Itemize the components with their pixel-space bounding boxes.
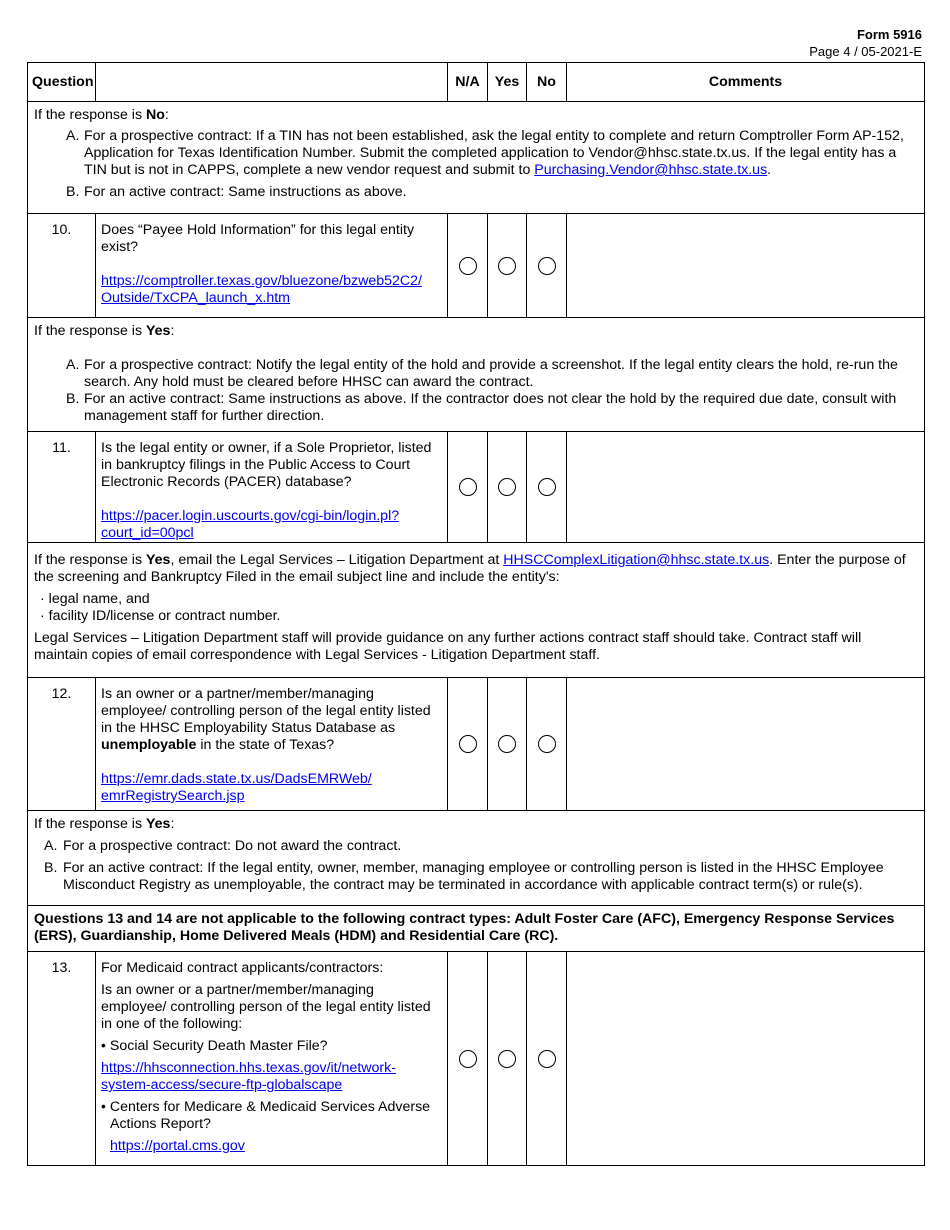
- emr-registry-link[interactable]: https://emr.dads.state.tx.us/DadsEMRWeb/ emrRegistrySearch.jsp: [101, 771, 372, 804]
- notice-text: Questions 13 and 14 are not applicable to the following contract types: Adult Foster Care (AFC), Emergency Response Services (ERS), Guardianship, Home Delivered Meals (HDM) and Residential Care (RC).: [34, 911, 895, 944]
- question-number: 11.: [28, 432, 96, 543]
- instruction-item-a: A. For a prospective contract: Notify the legal entity of the hold and provide a screenshot. If the legal entity clears the hold, re-run the search. Any hold must be cleared before HHSC can award the contract.: [66, 357, 898, 390]
- instruction-row-q12: [28, 811, 925, 906]
- questionnaire-table: [27, 62, 925, 1166]
- na-column-header: N/A: [448, 63, 488, 102]
- text-column-header: [96, 63, 448, 102]
- question-column-header: Question: [28, 63, 96, 102]
- instruction-intro: If the response is No:: [34, 107, 169, 123]
- question-text: For Medicaid contract applicants/contractors: Is an owner or a partner/member/managing employee/ controlling person of the legal entity listed in one of the following: • Social Security Death Master File? https://hhsconnection.hhs.texas.gov/it/network-system-access/secure-ftp-globalscape • Centers for Medicare & Medicaid Services Adverse Actions Report? https://portal.cms.gov: [96, 952, 448, 1166]
- list-item: · facility ID/license or contract number.: [40, 608, 281, 624]
- question-text: Is an owner or a partner/member/managing employee/ controlling person of the legal entity listed in the HHSC Employability Status Database as unemployable in the state of Texas? https://emr.dads.state.tx.us/DadsEMRWeb/ emrRegistrySearch.jsp: [96, 678, 448, 811]
- yes-column-header: Yes: [488, 63, 527, 102]
- instruction-row-q10: [28, 318, 925, 432]
- q12-comments-field[interactable]: [567, 678, 925, 811]
- q10-no-radio[interactable]: [538, 257, 556, 275]
- cms-portal-link[interactable]: https://portal.cms.gov: [110, 1138, 245, 1154]
- instruction-row-no: [28, 102, 925, 214]
- question-row-13: [28, 952, 925, 1166]
- q10-comments-field[interactable]: [567, 214, 925, 318]
- q10-na-radio[interactable]: [459, 257, 477, 275]
- q11-comments-field[interactable]: [567, 432, 925, 543]
- instruction-item-a: A. For a prospective contract: Do not award the contract.: [44, 838, 402, 854]
- question-row-11: [28, 432, 925, 543]
- form-number: Form 5916: [856, 27, 922, 42]
- question-number: 12.: [28, 678, 96, 811]
- list-item: · legal name, and: [40, 591, 150, 607]
- q10-yes-radio[interactable]: [498, 257, 516, 275]
- instruction-row-q11: [28, 543, 925, 678]
- q11-no-radio[interactable]: [538, 478, 556, 496]
- instruction-intro: If the response is Yes:: [34, 323, 175, 339]
- pacer-link[interactable]: https://pacer.login.uscourts.gov/cgi-bin/login.pl? court_id=00pcl: [101, 508, 400, 541]
- question-number: 10.: [28, 214, 96, 318]
- question-text: Does “Payee Hold Information” for this legal entity exist? https://comptroller.texas.gov/bluezone/bzweb52C2/ Outside/TxCPA_launch_x.htm: [96, 214, 448, 318]
- table-header-row: [28, 63, 925, 102]
- question-text: Is the legal entity or owner, if a Sole Proprietor, listed in bankruptcy filings in the Public Access to Court Electronic Records (PACER) database? https://pacer.login.uscourts.gov/cgi-bin/login.pl? court_id=00pcl: [96, 432, 448, 543]
- instruction-intro: If the response is Yes:: [34, 816, 175, 832]
- q13-no-radio[interactable]: [538, 1050, 556, 1068]
- instruction-item-a: A. For a prospective contract: If a TIN has not been established, ask the legal entity to complete and return Comptroller Form AP-152, Application for Texas Identification Number. Submit the completed application to Vendor@hhsc.state.tx.us. If the legal entity has a TIN but is not in CAPPS, complete a new vendor request and submit to Purchasing.Vendor@hhsc.state.tx.us.: [66, 128, 904, 178]
- instruction-item-b: B. For an active contract: Same instructions as above. If the contractor does not clear the hold by the required due date, consult with management staff for further direction.: [66, 391, 897, 424]
- instruction-item-b: B. For an active contract: If the legal entity, owner, member, managing employee or controlling person is listed in the HHSC Employee Misconduct Registry as unemployable, the contract may be terminated in accordance with applicable contract term(s) or rule(s).: [44, 860, 884, 893]
- page-info: Page 4 / 05-2021-E: [809, 44, 922, 59]
- q12-yes-radio[interactable]: [498, 735, 516, 753]
- notice-row: [28, 906, 925, 952]
- no-column-header: No: [527, 63, 567, 102]
- question-row-12: [28, 678, 925, 811]
- instruction-paragraph: Legal Services – Litigation Department staff will provide guidance on any further actions contract staff should take. Contract staff will maintain copies of email correspondence with Legal Services - Litigation Department staff.: [34, 630, 862, 663]
- comments-column-header: Comments: [567, 63, 925, 102]
- q13-comments-field[interactable]: [567, 952, 925, 1166]
- instruction-intro: If the response is Yes, email the Legal Services – Litigation Department at HHSCComplexLitigation@hhsc.state.tx.us. Enter the purpose of the screening and Bankruptcy Filed in the email subject line and include the entity's:: [34, 552, 906, 585]
- q11-yes-radio[interactable]: [498, 478, 516, 496]
- q12-na-radio[interactable]: [459, 735, 477, 753]
- comptroller-link[interactable]: https://comptroller.texas.gov/bluezone/bzweb52C2/ Outside/TxCPA_launch_x.htm: [101, 273, 422, 306]
- q11-na-radio[interactable]: [459, 478, 477, 496]
- q13-na-radio[interactable]: [459, 1050, 477, 1068]
- hhsconnection-link[interactable]: https://hhsconnection.hhs.texas.gov/it/network-system-access/secure-ftp-globalscape: [101, 1060, 396, 1093]
- question-number: 13.: [28, 952, 96, 1166]
- question-row-10: [28, 214, 925, 318]
- purchasing-vendor-email-link[interactable]: Purchasing.Vendor@hhsc.state.tx.us: [534, 162, 768, 178]
- instruction-item-b: B. For an active contract: Same instructions as above.: [66, 184, 407, 200]
- q12-no-radio[interactable]: [538, 735, 556, 753]
- q13-yes-radio[interactable]: [498, 1050, 516, 1068]
- litigation-email-link[interactable]: HHSCComplexLitigation@hhsc.state.tx.us: [503, 552, 770, 568]
